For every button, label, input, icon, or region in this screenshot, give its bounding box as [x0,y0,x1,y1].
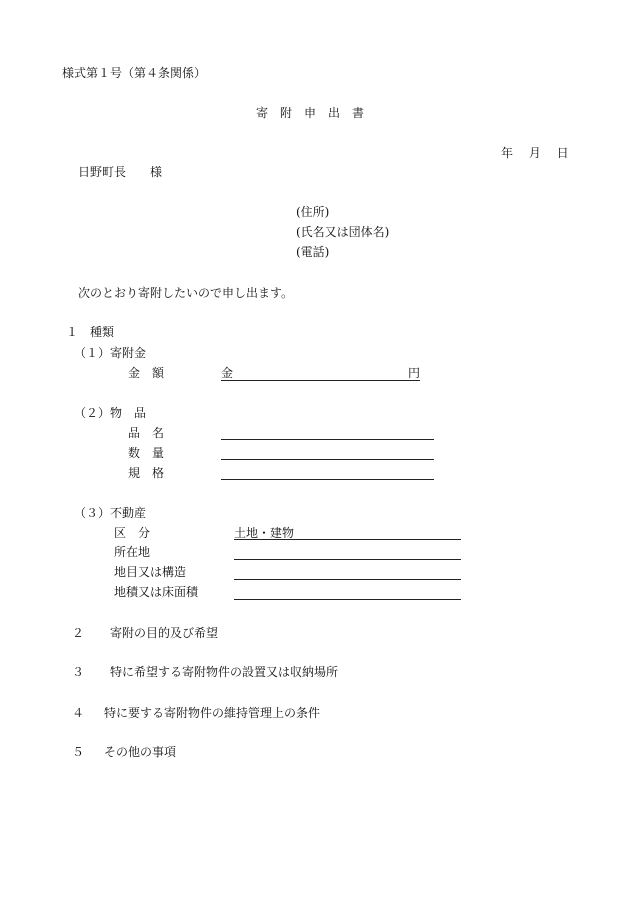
document-title: 寄 附 申 出 書 [256,106,365,120]
quantity-label: 数 量 [128,446,165,460]
location-line [234,559,461,560]
address-label: (住所) [296,205,330,219]
section-1-heading: １ 種類 [66,325,115,339]
spec-label: 規 格 [128,466,165,480]
location-label: 所在地 [114,545,151,559]
amount-underline [221,380,420,381]
section-3-text: 特に希望する寄附物件の設置又は収納場所 [110,665,339,679]
intro-text: 次のとおり寄附したいので申し出ます。 [78,286,294,300]
item-name-label: 品 名 [128,426,165,440]
section-4-number: ４ [72,706,85,720]
landtype-line [234,579,461,580]
goods-heading: （２）物 品 [74,406,147,420]
form-number: 様式第１号（第４条関係） [62,66,207,80]
name-label: (氏名又は団体名) [296,225,390,239]
section-5-number: ５ [72,745,85,759]
quantity-line [221,459,434,460]
section-2-number: ２ [72,626,85,640]
realestate-heading: （３）不動産 [74,506,147,520]
area-line [234,599,461,600]
area-label: 地積又は床面積 [114,585,199,599]
phone-label: (電話) [296,245,330,259]
section-2-text: 寄附の目的及び希望 [110,626,219,640]
category-value: 土地・建物 [234,526,295,540]
amount-label: 金 額 [128,366,165,380]
item-name-line [221,439,434,440]
section-3-number: ３ [72,665,85,679]
spec-line [221,479,434,480]
amount-suffix: 円 [408,366,421,380]
amount-prefix: 金 [221,366,234,380]
section-4-text: 特に要する寄附物件の維持管理上の条件 [104,706,321,720]
date-field: 年 月 日 [501,146,569,160]
category-line [234,539,461,540]
landtype-label: 地目又は構造 [114,565,187,579]
money-heading: （１）寄附金 [74,346,147,360]
addressee: 日野町長 様 [78,165,163,179]
category-label: 区 分 [114,526,151,540]
section-5-text: その他の事項 [104,745,177,759]
